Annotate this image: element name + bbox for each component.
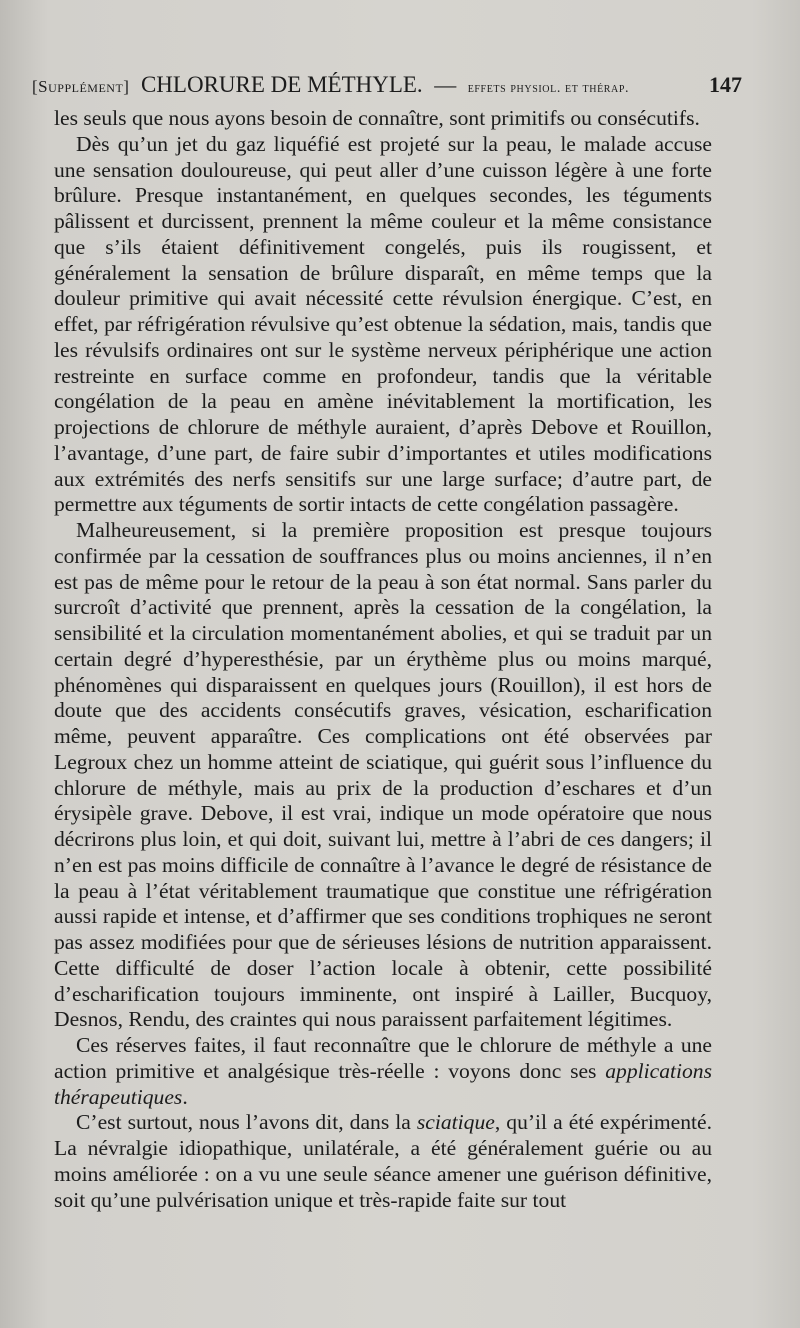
paragraph-effects: Dès qu’un jet du gaz liquéfié est projeté sur la peau, le malade accuse une sensation douloureuse, qui peut aller d’une cuisson légère à une forte brûlure. Presque instantanément, en quelques secondes, les téguments pâlissent et durcissent, prennent la même couleur et la même consistance que s’ils étaient définitivement congelés, puis ils rougissent, et généralement la sensation de brûlure disparaît, en même temps que la douleur primitive qui avait nécessité cette révulsion énergique. C’est, en effet, par réfrigération révulsive qu’est obtenue la sédation, mais, tandis que les révulsifs ordinaires ont sur le système nerveux périphérique une action restreinte en surface comme en profondeur, tandis que la véritable congélation de la peau en amène inévitablement la mortification, les projections de chlorure de méthyle auraient, d’après Debove et Rouillon, l’avantage, d’une part, de faire subir d’importantes et utiles modifications aux extrémités des nerfs sensitifs sur une large surface; d’autre part, de permettre aux téguments de sortir intacts de cette congélation passagère. — [54, 131, 712, 517]
paragraph-applications — [54, 1033, 712, 1110]
italic-term: applications thérapeutiques — [54, 1058, 712, 1109]
paragraph-text: C’est surtout, nous l’avons dit, dans la — [76, 1110, 417, 1135]
main-text — [54, 106, 712, 1213]
paragraph-complications: Malheureusement, si la première proposition est presque toujours confirmée par la cessation de souffrances plus ou moins anciennes, il n’en est pas de même pour le retour de la peau à son état normal. Sans parler du surcroît d’activité que prennent, après la cessation de la congélation, la sensibilité et la circulation momentanément abolies, et qui se traduit par un certain degré d’hyperesthésie, par un érythème plus ou moins marqué, phénomènes qui disparaissent en quelques jours (Rouillon), il est hors de doute que des accidents consécutifs graves, vésication, escharification même, peuvent apparaître. Ces complications ont été observées par Legroux chez un homme atteint de sciatique, qui guérit sous l’influence du chlorure de méthyle, mais au prix de la production d’eschares et d’un érysipèle grave. Debove, il est vrai, indique un mode opératoire que nous décrirons plus loin, et qui doit, suivant lui, mettre à l’abri de ces dangers; il n’en est pas moins difficile de connaître à l’avance le degré de résistance de la peau à l’état véritablement traumatique que constitue une réfrigération aussi rapide et intense, et d’affirmer que ses conditions trophiques ne seront pas assez modifiées pour que de sérieuses lésions de nutrition apparaissent. Cette difficulté de doser l’action locale à obtenir, cette possibilité d’escharification toujours imminente, ont inspiré à Lailler, Bucquoy, Desnos, Rendu, des craintes qui nous paraissent parfaitement légitimes. — [54, 518, 712, 1032]
header-dash: — — [434, 72, 457, 97]
paragraph-continuation: les seuls que nous ayons besoin de connaître, sont primitifs ou consécutifs. — [54, 106, 700, 130]
italic-term: sciatique — [416, 1110, 495, 1135]
header-title: CHLORURE DE MÉTHYLE. — [140, 72, 423, 97]
page-number: 147 — [709, 72, 742, 97]
running-header — [32, 68, 742, 102]
paragraph-sciatica — [54, 1110, 712, 1213]
paragraph-text: . — [182, 1084, 188, 1109]
header-subtitle: effets physiol. et thérap. — [467, 81, 630, 96]
paragraph-text: Ces réserves faites, il faut reconnaître que le chlorure de méthyle a une action primitive et analgésique très-réelle : voyons donc ses — [54, 1033, 712, 1083]
header-section-label: [Supplément] — [32, 77, 130, 96]
paragraph-text: , qu’il a été expérimenté. La névralgie idiopathique, unilatérale, a été généralement guérie ou au moins améliorée : on a vu une seule séance amener une guérison définitive, soit qu’une pulvérisation unique et très-rapide faite sur tout — [54, 1110, 712, 1212]
